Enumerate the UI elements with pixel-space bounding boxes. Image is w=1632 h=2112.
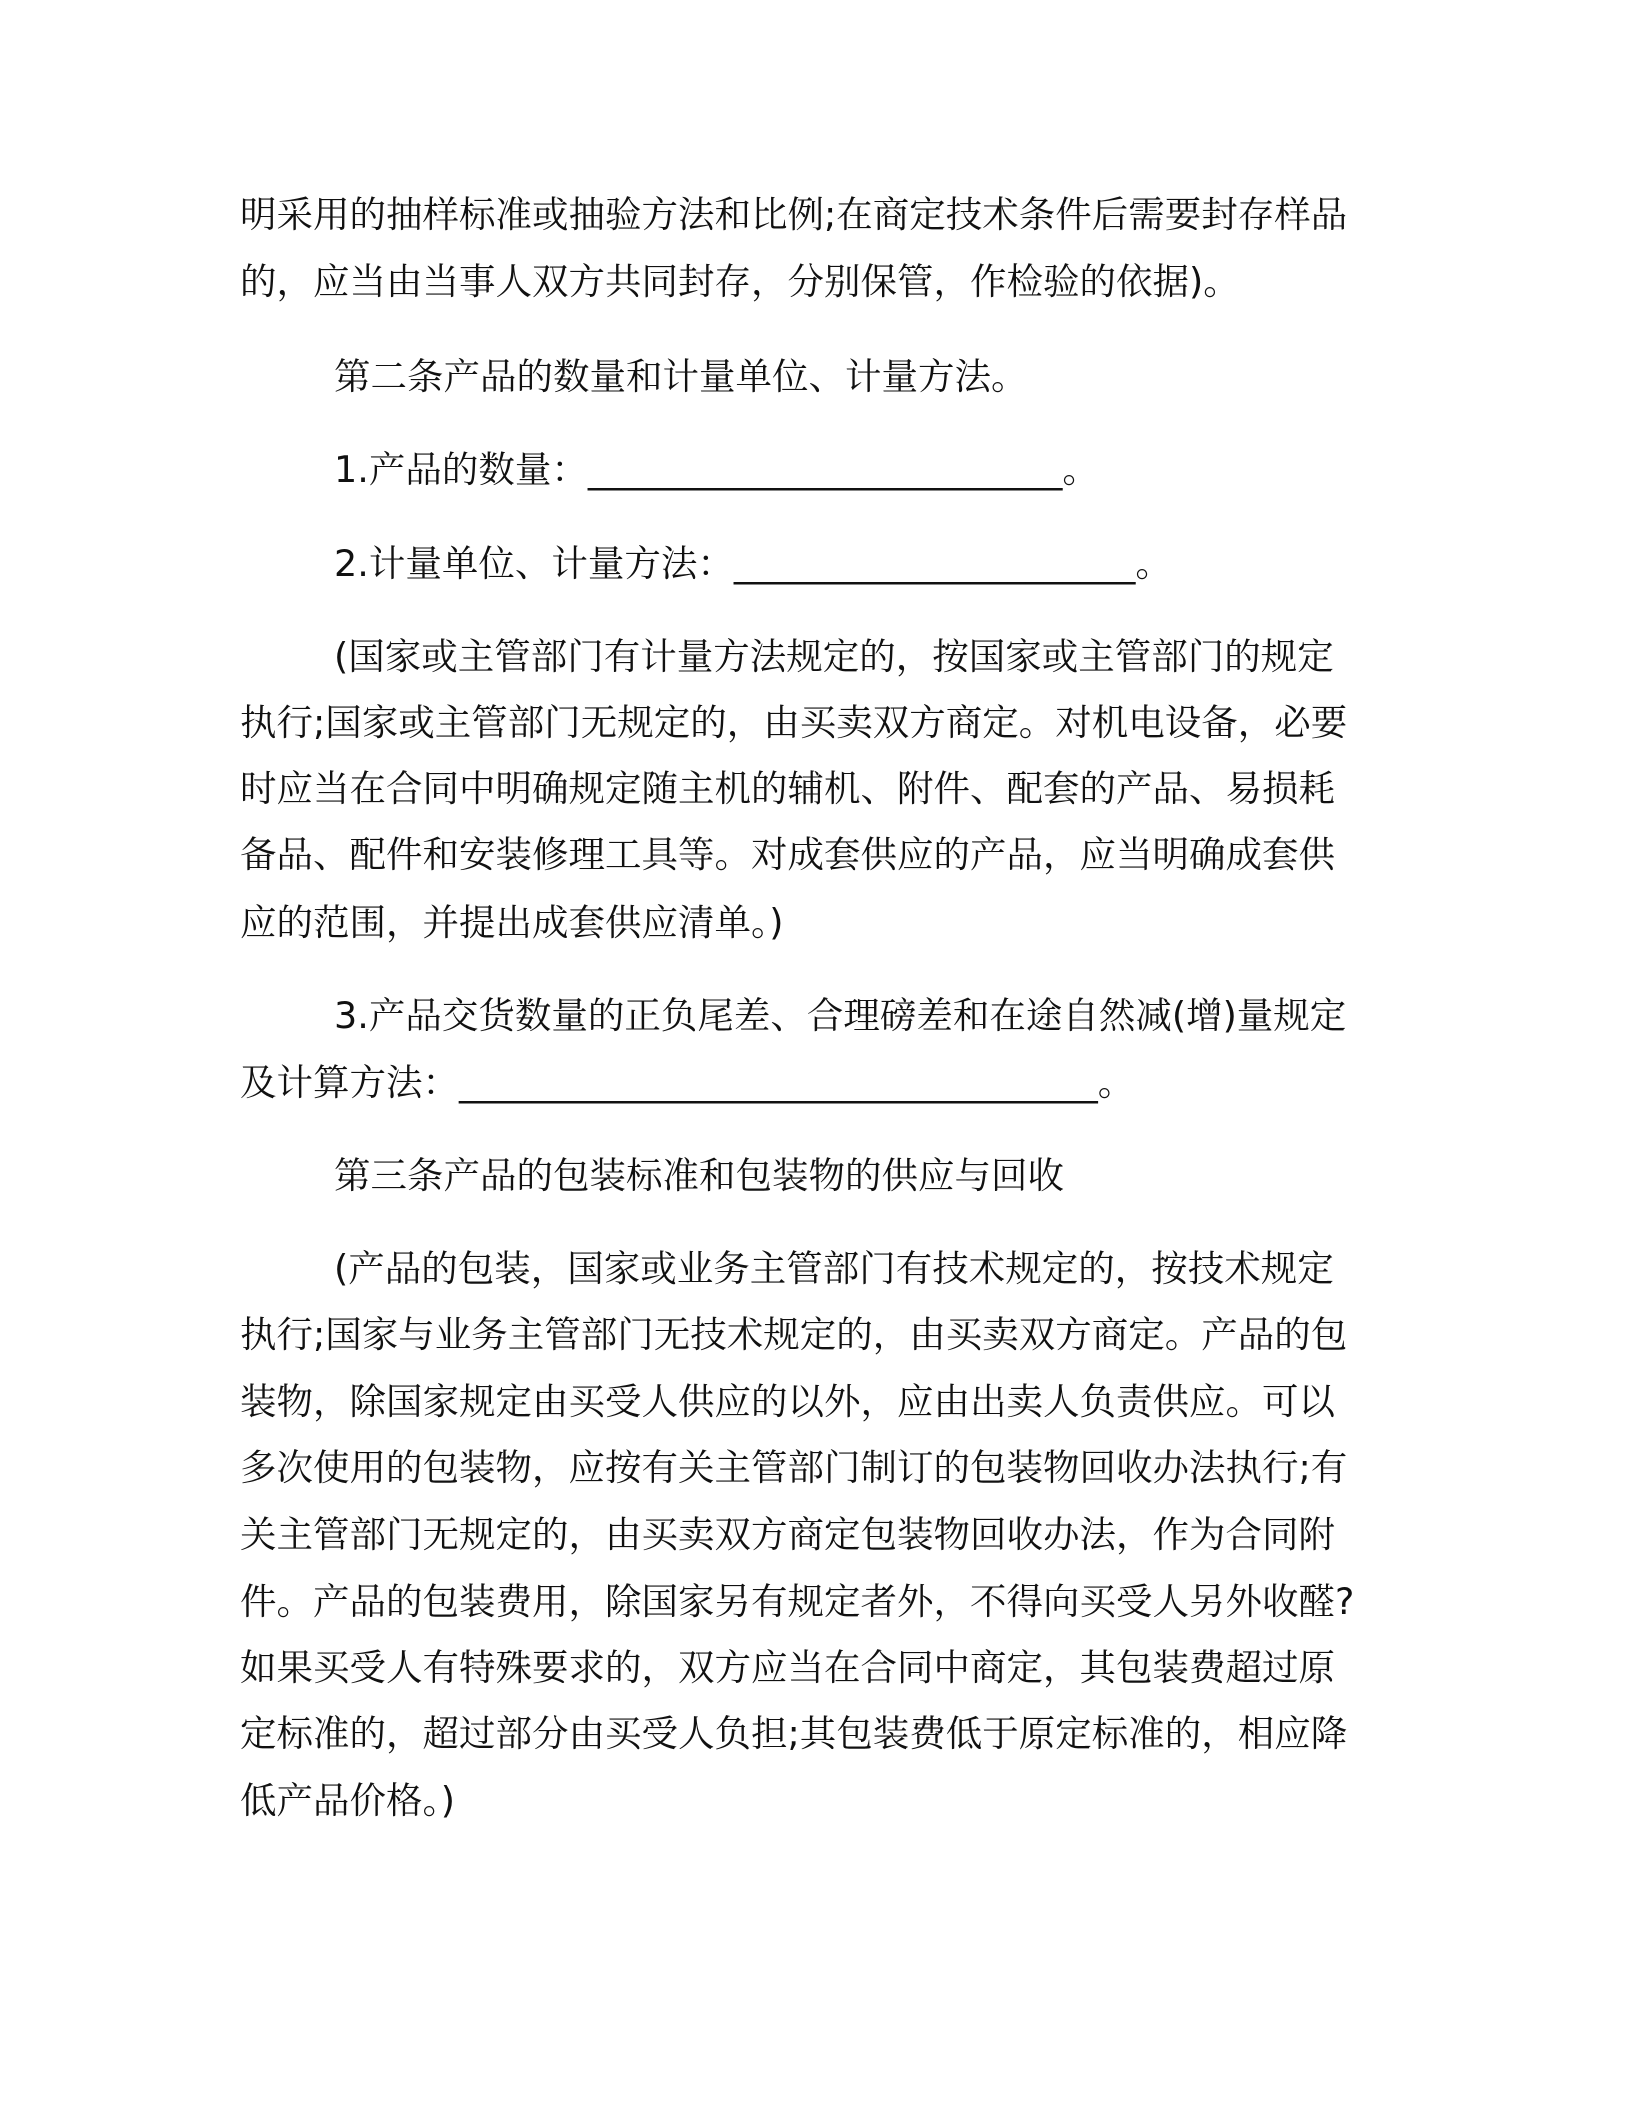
text-line: 2.计量单位、计量方法：______________________。 xyxy=(334,542,1172,585)
text-line: 件。产品的包装费用，除国家另有规定者外，不得向买受人另外收醛? xyxy=(240,1580,1355,1623)
text-line: 1.产品的数量：__________________________。 xyxy=(334,448,1099,491)
text-line: 低产品价格。) xyxy=(240,1779,455,1822)
text-line: 关主管部门无规定的，由买卖双方商定包装物回收办法，作为合同附 xyxy=(240,1513,1335,1556)
text-line: 的，应当由当事人双方共同封存，分别保管，作检验的依据)。 xyxy=(240,260,1240,303)
text-line: 执行;国家与业务主管部门无技术规定的，由买卖双方商定。产品的包 xyxy=(240,1313,1348,1356)
text-line: 执行;国家或主管部门无规定的，由买卖双方商定。对机电设备，必要 xyxy=(240,701,1348,744)
article-3-heading: 第三条产品的包装标准和包装物的供应与回收 xyxy=(334,1154,1064,1197)
text-line: 装物，除国家规定由买受人供应的以外，应由出卖人负责供应。可以 xyxy=(240,1380,1335,1423)
text-line: 及计算方法：___________________________________。 xyxy=(240,1061,1135,1104)
text-line: (国家或主管部门有计量方法规定的，按国家或主管部门的规定 xyxy=(334,635,1334,678)
text-line: 3.产品交货数量的正负尾差、合理磅差和在途自然减(增)量规定 xyxy=(334,994,1347,1037)
text-line: 应的范围，并提出成套供应清单。) xyxy=(240,901,784,944)
text-line: 备品、配件和安装修理工具等。对成套供应的产品，应当明确成套供 xyxy=(240,833,1335,876)
text-line: 时应当在合同中明确规定随主机的辅机、附件、配套的产品、易损耗 xyxy=(240,767,1335,810)
text-line: (产品的包装，国家或业务主管部门有技术规定的，按技术规定 xyxy=(334,1247,1334,1290)
text-line: 明采用的抽样标准或抽验方法和比例;在商定技术条件后需要封存样品 xyxy=(240,193,1348,236)
text-line: 定标准的，超过部分由买受人负担;其包装费低于原定标准的，相应降 xyxy=(240,1712,1348,1755)
article-2-heading: 第二条产品的数量和计量单位、计量方法。 xyxy=(334,355,1028,398)
text-line: 多次使用的包装物，应按有关主管部门制订的包装物回收办法执行;有 xyxy=(240,1446,1348,1489)
text-line: 如果买受人有特殊要求的，双方应当在合同中商定，其包装费超过原 xyxy=(240,1646,1335,1689)
